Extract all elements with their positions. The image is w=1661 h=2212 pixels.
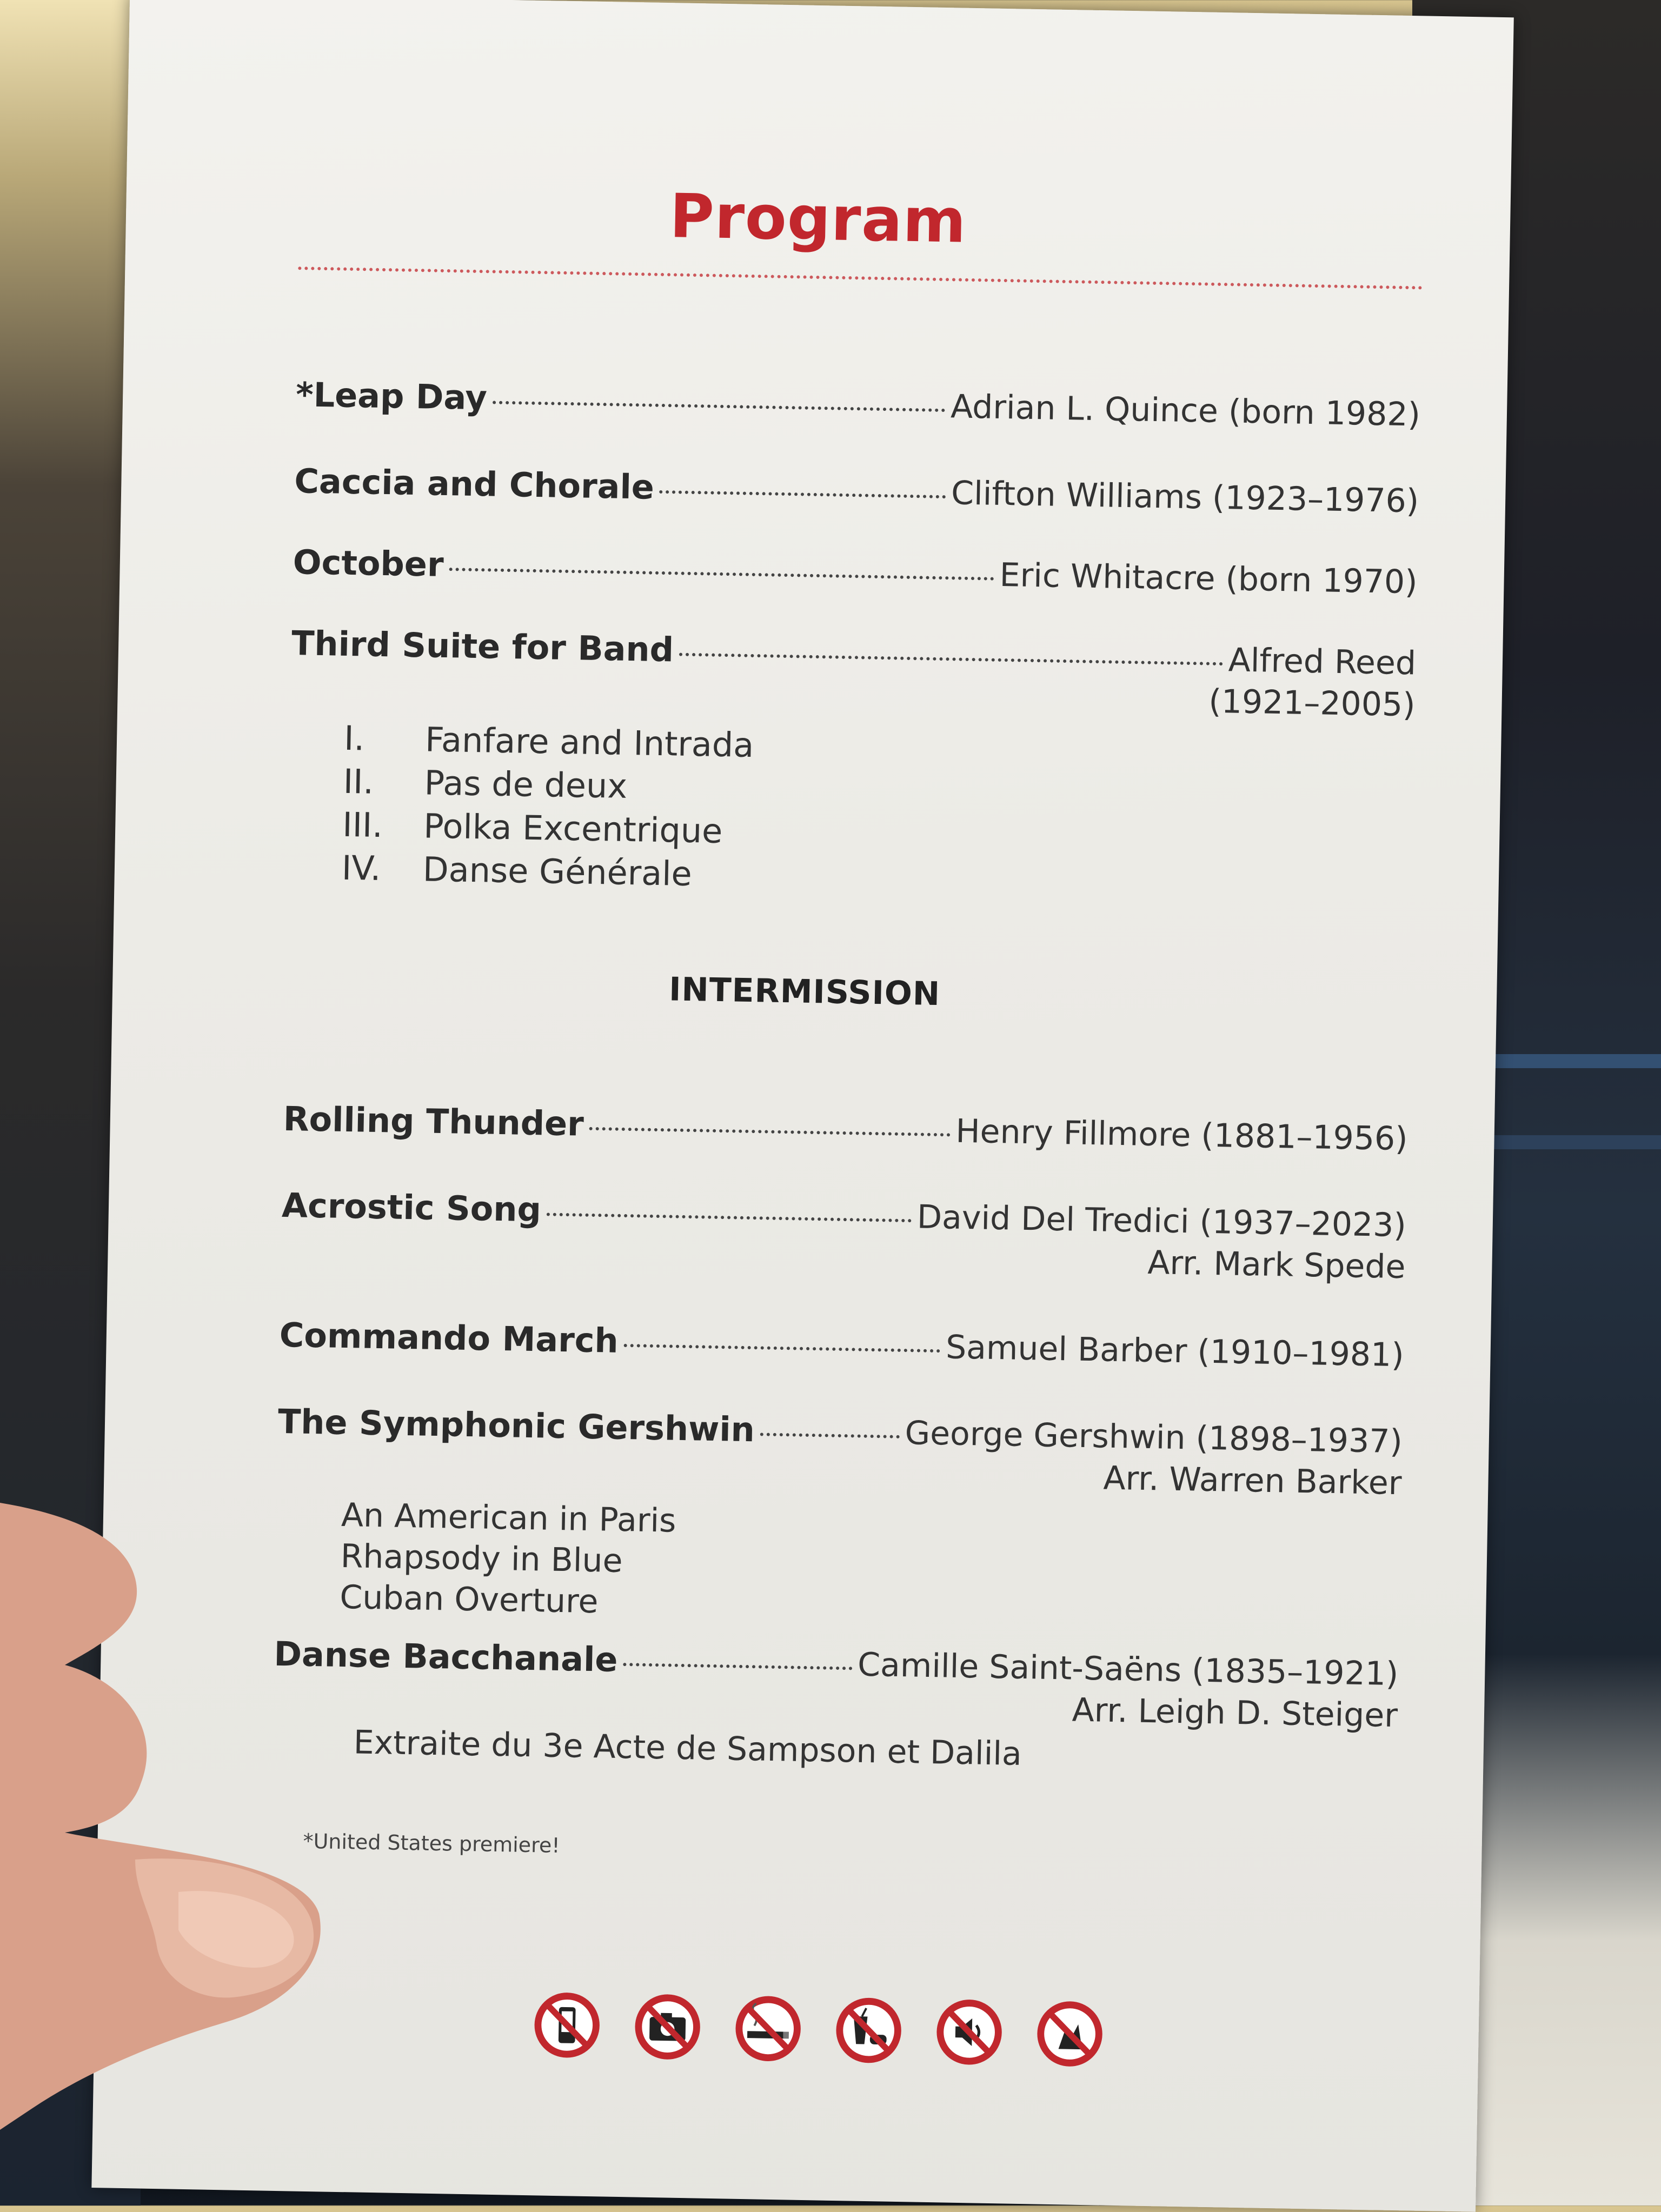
dot-leader	[760, 1433, 900, 1438]
gershwin-movements	[340, 1495, 676, 1624]
no-recording-icon	[1034, 1998, 1105, 2069]
movement-number: III.	[342, 804, 383, 845]
third-suite-movements	[341, 716, 754, 896]
movement-name: Fanfare and Intrada	[424, 719, 754, 765]
no-smoking-icon	[733, 1994, 803, 2064]
composer: Samuel Barber (1910–1981)	[945, 1328, 1405, 1375]
movement-name: Rhapsody in Blue	[340, 1537, 623, 1581]
program-entry	[296, 375, 1421, 434]
movement-number: I.	[343, 718, 365, 758]
arranger: Arr. Warren Barker	[1102, 1459, 1403, 1503]
movement-number: II.	[343, 761, 374, 802]
composer: Eric Whitacre (born 1970)	[999, 556, 1418, 602]
no-food-drink-icon	[834, 1995, 904, 2066]
dot-leader	[679, 653, 1223, 666]
program-entry	[293, 542, 1418, 601]
program-entry	[281, 1185, 1406, 1244]
no-sound-icon	[934, 1997, 1004, 2067]
piece-title: Third Suite for Band	[291, 623, 674, 670]
movement-name: Polka Excentrique	[423, 805, 723, 851]
program-entry	[279, 1315, 1404, 1374]
no-phone-icon	[532, 1990, 602, 2060]
movement-name: Cuban Overture	[339, 1578, 599, 1621]
movement-name: An American in Paris	[341, 1496, 677, 1540]
piece-title: Caccia and Chorale	[294, 461, 655, 507]
piece-title: The Symphonic Gershwin	[277, 1401, 755, 1450]
program-entry	[283, 1099, 1408, 1158]
dot-leader	[660, 490, 946, 498]
composer: George Gershwin (1898–1937)	[905, 1414, 1403, 1461]
movement	[342, 803, 753, 853]
movement	[341, 846, 752, 896]
composer-dates: (1921–2005)	[1208, 682, 1416, 724]
dot-leader	[449, 568, 994, 581]
movement	[344, 716, 754, 767]
composer: Alfred Reed	[1228, 641, 1417, 683]
piece-title: Acrostic Song	[281, 1185, 542, 1230]
no-camera-icon	[633, 1991, 703, 2062]
prohibition-icons	[532, 1990, 1105, 2069]
composer: David Del Tredici (1937–2023)	[916, 1198, 1407, 1245]
movement-name: Pas de deux	[424, 762, 628, 806]
piece-title: *Leap Day	[295, 375, 488, 418]
movement-name: Danse Générale	[422, 849, 693, 894]
composer: Adrian L. Quince (born 1982)	[950, 388, 1421, 434]
title-divider	[298, 266, 1423, 289]
arranger: Arr. Mark Spede	[1147, 1243, 1406, 1287]
piece-title: October	[293, 542, 444, 584]
arranger: Arr. Leigh D. Steiger	[1072, 1691, 1398, 1735]
dot-leader	[493, 401, 946, 412]
holding-hand	[0, 1503, 335, 2206]
intermission-heading: INTERMISSION	[668, 970, 941, 1014]
composer: Camille Saint-Saëns (1835–1921)	[857, 1645, 1399, 1694]
program-entry	[277, 1402, 1403, 1461]
program-entry	[291, 623, 1417, 682]
composer: Henry Fillmore (1881–1956)	[955, 1112, 1408, 1158]
movement	[343, 759, 753, 810]
movement-number: IV.	[341, 848, 382, 888]
piece-title: Rolling Thunder	[283, 1098, 584, 1144]
dot-leader	[547, 1212, 912, 1222]
program-entry	[274, 1634, 1399, 1693]
composer: Clifton Williams (1923–1976)	[951, 474, 1419, 521]
dot-leader	[623, 1663, 852, 1670]
bacchanale-subtitle: Extraite du 3e Acte de Sampson et Dalila	[353, 1723, 1022, 1773]
footnote: *United States premiere!	[303, 1829, 560, 1858]
piece-title: Danse Bacchanale	[273, 1634, 619, 1680]
program-entry	[294, 461, 1419, 520]
dot-leader	[589, 1127, 951, 1137]
program-title: Program	[669, 181, 967, 257]
piece-title: Commando March	[279, 1315, 619, 1361]
dot-leader	[623, 1344, 940, 1352]
